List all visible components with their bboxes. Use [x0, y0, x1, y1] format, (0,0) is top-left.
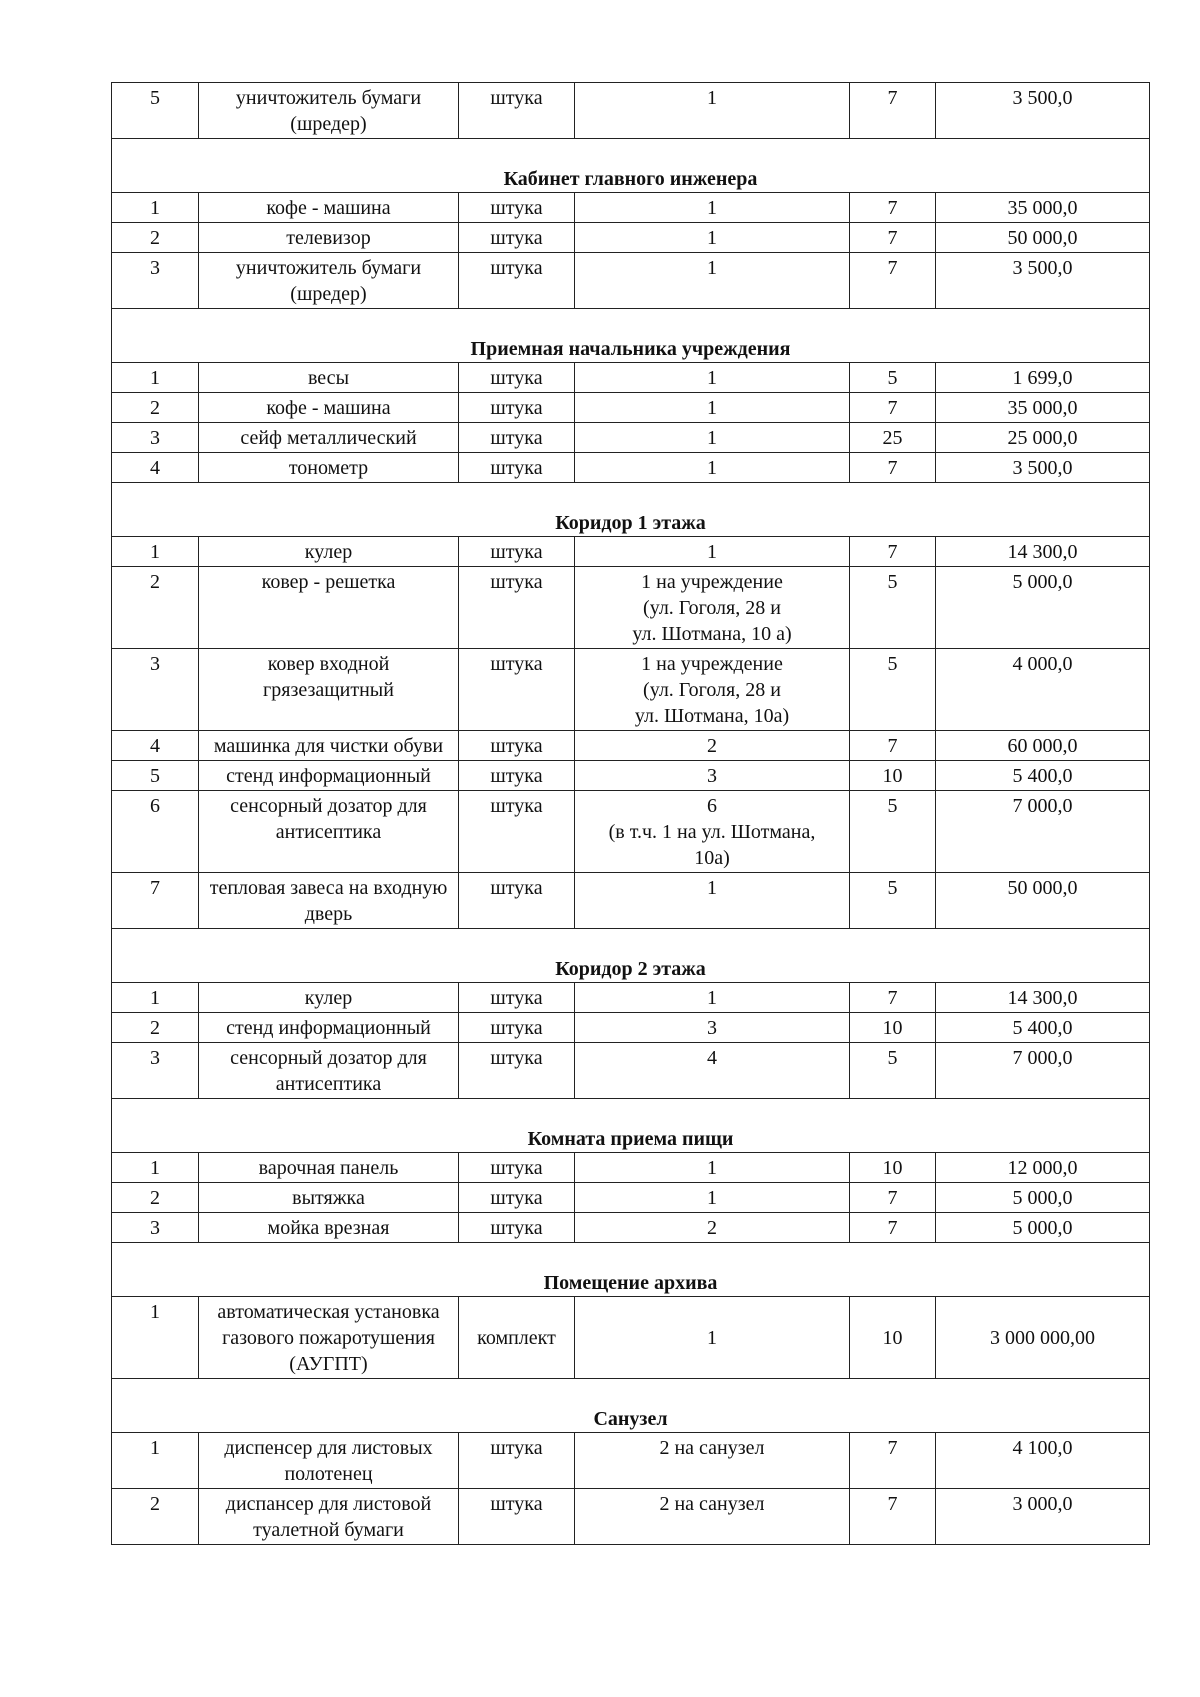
price-cell: 3 000 000,00 [936, 1297, 1150, 1379]
table-row [112, 1043, 1150, 1099]
item-name-cell: вытяжка [199, 1183, 459, 1213]
item-name-cell: тонометр [199, 453, 459, 483]
row-number-cell: 1 [112, 363, 199, 393]
item-name-cell: машинка для чистки обуви [199, 731, 459, 761]
table-row [112, 873, 1150, 929]
row-number-cell: 3 [112, 253, 199, 309]
unit-cell: штука [459, 1213, 575, 1243]
quantity-cell: 1 на учреждение (ул. Гоголя, 28 и ул. Шотмана, 10 а) [575, 567, 850, 649]
quantity-cell: 1 [575, 83, 850, 139]
quantity-cell: 2 [575, 1213, 850, 1243]
price-cell: 5 000,0 [936, 567, 1150, 649]
unit-cell: штука [459, 1013, 575, 1043]
table-row [112, 1489, 1150, 1545]
section-title: Помещение архива [112, 1243, 1150, 1297]
service-life-cell: 7 [850, 453, 936, 483]
price-cell: 3 500,0 [936, 453, 1150, 483]
service-life-cell: 7 [850, 731, 936, 761]
price-cell: 5 400,0 [936, 761, 1150, 791]
table-row [112, 423, 1150, 453]
unit-cell: штука [459, 253, 575, 309]
quantity-cell: 1 [575, 983, 850, 1013]
item-name-cell: диспенсер для листовых полотенец [199, 1433, 459, 1489]
price-cell: 50 000,0 [936, 873, 1150, 929]
row-number-cell: 5 [112, 761, 199, 791]
item-name-cell: сенсорный дозатор для антисептика [199, 791, 459, 873]
item-name-cell: автоматическая установка газового пожаротушения (АУГПТ) [199, 1297, 459, 1379]
quantity-cell: 2 на санузел [575, 1433, 850, 1489]
quantity-cell: 1 [575, 537, 850, 567]
unit-cell: штука [459, 567, 575, 649]
section-header-row [112, 1243, 1150, 1297]
price-cell: 4 000,0 [936, 649, 1150, 731]
unit-cell: штука [459, 423, 575, 453]
table-row [112, 253, 1150, 309]
table-row [112, 983, 1150, 1013]
item-name-cell: варочная панель [199, 1153, 459, 1183]
quantity-cell: 1 [575, 453, 850, 483]
table-row [112, 761, 1150, 791]
row-number-cell: 2 [112, 1013, 199, 1043]
item-name-cell: стенд информационный [199, 1013, 459, 1043]
unit-cell: штука [459, 453, 575, 483]
section-title: Приемная начальника учреждения [112, 309, 1150, 363]
price-cell: 7 000,0 [936, 791, 1150, 873]
price-cell: 35 000,0 [936, 393, 1150, 423]
table-row [112, 83, 1150, 139]
unit-cell: штука [459, 1489, 575, 1545]
section-title: Санузел [112, 1379, 1150, 1433]
table-row [112, 537, 1150, 567]
table-body [112, 83, 1150, 1545]
table-row [112, 363, 1150, 393]
quantity-cell: 3 [575, 761, 850, 791]
service-life-cell: 5 [850, 1043, 936, 1099]
quantity-cell: 2 [575, 731, 850, 761]
unit-cell: штука [459, 537, 575, 567]
row-number-cell: 2 [112, 1183, 199, 1213]
item-name-cell: ковер входной грязезащитный [199, 649, 459, 731]
item-name-cell: ковер - решетка [199, 567, 459, 649]
equipment-table [111, 82, 1150, 1545]
row-number-cell: 3 [112, 1043, 199, 1099]
item-name-cell: сенсорный дозатор для антисептика [199, 1043, 459, 1099]
price-cell: 14 300,0 [936, 983, 1150, 1013]
price-cell: 50 000,0 [936, 223, 1150, 253]
quantity-cell: 1 [575, 253, 850, 309]
item-name-cell: кофе - машина [199, 393, 459, 423]
quantity-cell: 4 [575, 1043, 850, 1099]
service-life-cell: 7 [850, 1489, 936, 1545]
service-life-cell: 5 [850, 363, 936, 393]
quantity-cell: 6 (в т.ч. 1 на ул. Шотмана, 10а) [575, 791, 850, 873]
service-life-cell: 7 [850, 983, 936, 1013]
table-row [112, 193, 1150, 223]
quantity-cell: 1 [575, 423, 850, 453]
unit-cell: штука [459, 1043, 575, 1099]
unit-cell: штука [459, 1433, 575, 1489]
row-number-cell: 1 [112, 1433, 199, 1489]
row-number-cell: 2 [112, 223, 199, 253]
section-title: Комната приема пищи [112, 1099, 1150, 1153]
item-name-cell: уничтожитель бумаги (шредер) [199, 83, 459, 139]
row-number-cell: 3 [112, 1213, 199, 1243]
service-life-cell: 10 [850, 1013, 936, 1043]
table-row [112, 1183, 1150, 1213]
item-name-cell: кофе - машина [199, 193, 459, 223]
table-row [112, 223, 1150, 253]
quantity-cell: 1 [575, 1153, 850, 1183]
quantity-cell: 1 [575, 393, 850, 423]
table-row [112, 791, 1150, 873]
row-number-cell: 3 [112, 649, 199, 731]
service-life-cell: 5 [850, 873, 936, 929]
unit-cell: штука [459, 873, 575, 929]
row-number-cell: 2 [112, 393, 199, 423]
unit-cell: штука [459, 983, 575, 1013]
table-row [112, 1433, 1150, 1489]
section-header-row [112, 483, 1150, 537]
row-number-cell: 1 [112, 983, 199, 1013]
unit-cell: штука [459, 1183, 575, 1213]
section-header-row [112, 929, 1150, 983]
item-name-cell: мойка врезная [199, 1213, 459, 1243]
row-number-cell: 6 [112, 791, 199, 873]
service-life-cell: 10 [850, 1297, 936, 1379]
row-number-cell: 2 [112, 1489, 199, 1545]
table-row [112, 567, 1150, 649]
quantity-cell: 1 [575, 223, 850, 253]
table-row [112, 1213, 1150, 1243]
service-life-cell: 7 [850, 1433, 936, 1489]
unit-cell: штука [459, 393, 575, 423]
table-row [112, 453, 1150, 483]
row-number-cell: 1 [112, 1297, 199, 1379]
quantity-cell: 1 [575, 363, 850, 393]
table-row [112, 1297, 1150, 1379]
row-number-cell: 1 [112, 1153, 199, 1183]
service-life-cell: 5 [850, 791, 936, 873]
quantity-cell: 3 [575, 1013, 850, 1043]
row-number-cell: 2 [112, 567, 199, 649]
service-life-cell: 10 [850, 1153, 936, 1183]
row-number-cell: 7 [112, 873, 199, 929]
service-life-cell: 7 [850, 1183, 936, 1213]
price-cell: 12 000,0 [936, 1153, 1150, 1183]
unit-cell: штука [459, 649, 575, 731]
unit-cell: штука [459, 761, 575, 791]
quantity-cell: 1 [575, 1297, 850, 1379]
row-number-cell: 1 [112, 193, 199, 223]
table-row [112, 649, 1150, 731]
unit-cell: штука [459, 731, 575, 761]
item-name-cell: телевизор [199, 223, 459, 253]
section-header-row [112, 309, 1150, 363]
service-life-cell: 25 [850, 423, 936, 453]
price-cell: 5 000,0 [936, 1183, 1150, 1213]
service-life-cell: 7 [850, 1213, 936, 1243]
unit-cell: штука [459, 83, 575, 139]
service-life-cell: 7 [850, 537, 936, 567]
row-number-cell: 5 [112, 83, 199, 139]
price-cell: 1 699,0 [936, 363, 1150, 393]
table-row [112, 393, 1150, 423]
price-cell: 5 000,0 [936, 1213, 1150, 1243]
row-number-cell: 4 [112, 731, 199, 761]
service-life-cell: 5 [850, 567, 936, 649]
price-cell: 3 500,0 [936, 253, 1150, 309]
service-life-cell: 7 [850, 393, 936, 423]
row-number-cell: 3 [112, 423, 199, 453]
item-name-cell: диспансер для листовой туалетной бумаги [199, 1489, 459, 1545]
price-cell: 7 000,0 [936, 1043, 1150, 1099]
unit-cell: штука [459, 363, 575, 393]
service-life-cell: 7 [850, 253, 936, 309]
quantity-cell: 2 на санузел [575, 1489, 850, 1545]
table-row [112, 1013, 1150, 1043]
service-life-cell: 10 [850, 761, 936, 791]
quantity-cell: 1 [575, 1183, 850, 1213]
table-row [112, 731, 1150, 761]
unit-cell: штука [459, 223, 575, 253]
section-header-row [112, 139, 1150, 193]
service-life-cell: 7 [850, 193, 936, 223]
section-header-row [112, 1379, 1150, 1433]
item-name-cell: кулер [199, 983, 459, 1013]
quantity-cell: 1 на учреждение (ул. Гоголя, 28 и ул. Шотмана, 10а) [575, 649, 850, 731]
quantity-cell: 1 [575, 193, 850, 223]
service-life-cell: 7 [850, 223, 936, 253]
item-name-cell: стенд информационный [199, 761, 459, 791]
item-name-cell: кулер [199, 537, 459, 567]
price-cell: 25 000,0 [936, 423, 1150, 453]
price-cell: 3 500,0 [936, 83, 1150, 139]
item-name-cell: сейф металлический [199, 423, 459, 453]
row-number-cell: 4 [112, 453, 199, 483]
table-row [112, 1153, 1150, 1183]
section-title: Коридор 2 этажа [112, 929, 1150, 983]
service-life-cell: 7 [850, 83, 936, 139]
unit-cell: комплект [459, 1297, 575, 1379]
item-name-cell: уничтожитель бумаги (шредер) [199, 253, 459, 309]
section-title: Коридор 1 этажа [112, 483, 1150, 537]
item-name-cell: весы [199, 363, 459, 393]
price-cell: 4 100,0 [936, 1433, 1150, 1489]
item-name-cell: тепловая завеса на входную дверь [199, 873, 459, 929]
unit-cell: штука [459, 791, 575, 873]
price-cell: 14 300,0 [936, 537, 1150, 567]
section-header-row [112, 1099, 1150, 1153]
section-title: Кабинет главного инженера [112, 139, 1150, 193]
price-cell: 35 000,0 [936, 193, 1150, 223]
price-cell: 5 400,0 [936, 1013, 1150, 1043]
unit-cell: штука [459, 193, 575, 223]
quantity-cell: 1 [575, 873, 850, 929]
unit-cell: штука [459, 1153, 575, 1183]
price-cell: 60 000,0 [936, 731, 1150, 761]
price-cell: 3 000,0 [936, 1489, 1150, 1545]
row-number-cell: 1 [112, 537, 199, 567]
service-life-cell: 5 [850, 649, 936, 731]
